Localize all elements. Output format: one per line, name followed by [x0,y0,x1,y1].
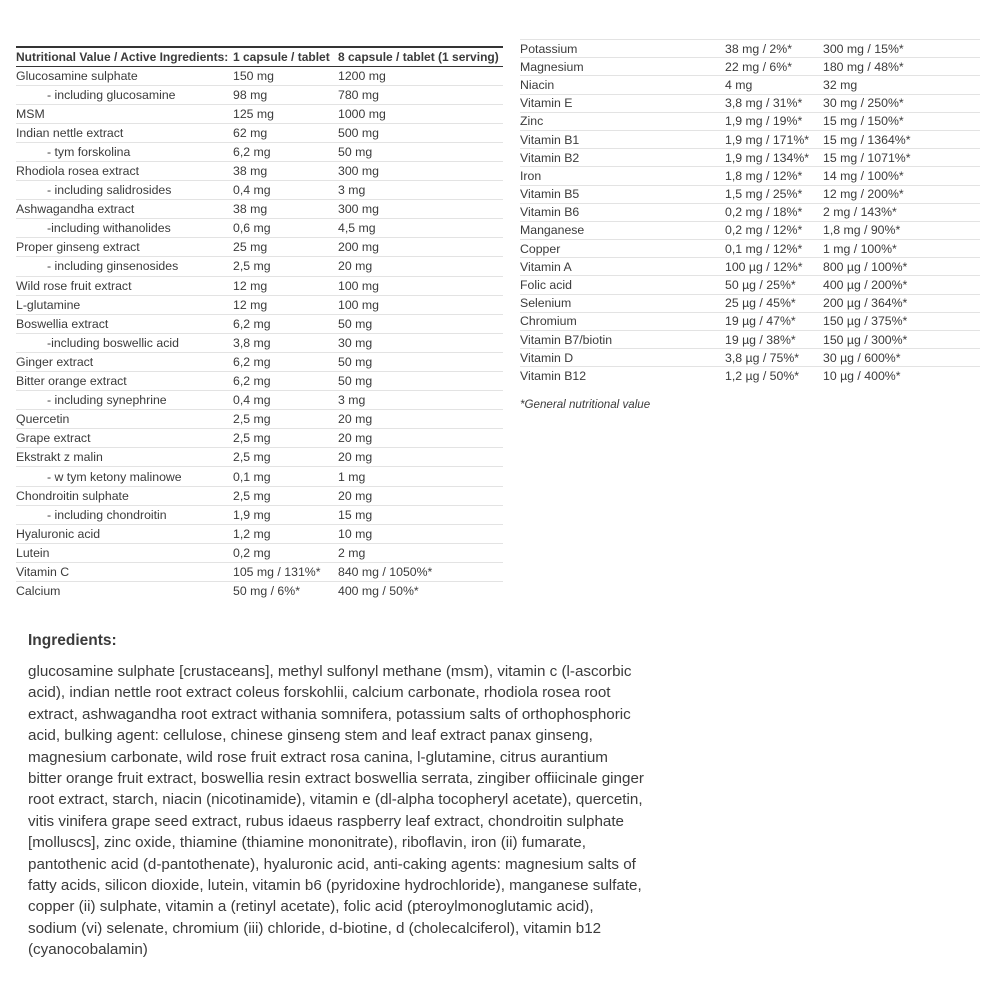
table-row [520,312,980,330]
value-8-capsule: 400 mg / 50%* [338,584,419,599]
value-8-capsule: 2 mg / 143%* [823,205,897,220]
table-row [16,352,503,371]
ingredients-title: Ingredients: [28,632,117,649]
column-header-ingredient: Nutritional Value / Active Ingredients: [16,49,229,64]
ingredient-label: Potassium [520,41,578,56]
table-row [520,221,980,239]
value-8-capsule: 300 mg [338,164,380,179]
value-1-capsule: 6,2 mg [233,354,271,369]
table-row [16,410,503,429]
value-1-capsule: 0,2 mg / 12%* [725,223,803,238]
value-1-capsule: 0,4 mg [233,183,271,198]
table-row [16,429,503,448]
table-row [520,240,980,258]
ingredient-label: Boswellia extract [16,316,109,331]
ingredient-label: Grape extract [16,431,91,446]
value-1-capsule: 105 mg / 131%* [233,564,321,579]
value-1-capsule: 38 mg [233,164,268,179]
value-1-capsule: 62 mg [233,125,268,140]
ingredient-label: Vitamin E [520,96,573,111]
value-8-capsule: 4,5 mg [338,221,376,236]
ingredient-label: Calcium [16,584,61,599]
value-1-capsule: 25 mg [233,240,268,255]
value-8-capsule: 20 mg [338,259,373,274]
value-8-capsule: 1,8 mg / 90%* [823,223,901,238]
ingredient-label: Glucosamine sulphate [16,68,138,83]
table-row [520,349,980,367]
value-8-capsule: 840 mg / 1050%* [338,564,433,579]
value-1-capsule: 1,2 mg [233,526,271,541]
micronutrients-table-body [520,40,980,386]
value-1-capsule: 2,5 mg [233,488,271,503]
value-1-capsule: 2,5 mg [233,259,271,274]
ingredient-label: Hyaluronic acid [16,526,101,541]
table-row [16,257,503,276]
ingredient-label: - tym forskolina [47,144,131,159]
ingredient-label: -including boswellic acid [47,335,179,350]
value-8-capsule: 200 mg [338,240,380,255]
value-8-capsule: 780 mg [338,87,380,102]
value-1-capsule: 0,4 mg [233,393,271,408]
table-row [520,94,980,112]
value-1-capsule: 2,5 mg [233,450,271,465]
value-8-capsule: 20 mg [338,412,373,427]
table-row [520,112,980,130]
value-1-capsule: 1,9 mg [233,507,271,522]
ingredient-label: Magnesium [520,59,584,74]
table-row [520,58,980,76]
column-header-1-capsule: 1 capsule / tablet [233,49,330,64]
value-8-capsule: 1200 mg [338,68,386,83]
value-8-capsule: 20 mg [338,431,373,446]
active-ingredients-table [16,46,503,601]
value-8-capsule: 150 µg / 300%* [823,332,908,347]
micronutrients-table [520,39,980,385]
value-1-capsule: 100 µg / 12%* [725,259,803,274]
ingredient-label: MSM [16,106,45,121]
value-8-capsule: 3 mg [338,183,366,198]
ingredient-label: Vitamin B7/biotin [520,332,613,347]
ingredient-label: -including withanolides [47,221,171,236]
table-row [520,130,980,148]
value-8-capsule: 12 mg / 200%* [823,187,904,202]
active-ingredients-table-header [16,47,503,66]
value-1-capsule: 0,6 mg [233,221,271,236]
ingredient-label: - including glucosamine [47,87,176,102]
value-8-capsule: 30 mg [338,335,373,350]
table-row [16,467,503,486]
table-row [16,142,503,161]
value-1-capsule: 50 mg / 6%* [233,584,300,599]
table-row [520,276,980,294]
table-row [16,448,503,467]
value-1-capsule: 0,2 mg / 18%* [725,205,803,220]
ingredient-label: Niacin [520,77,555,92]
general-nutritional-value-footnote: *General nutritional value [520,398,651,411]
ingredient-label: L-glutamine [16,297,81,312]
table-row [16,391,503,410]
value-8-capsule: 50 mg [338,354,373,369]
table-row [16,200,503,219]
value-1-capsule: 12 mg [233,297,268,312]
ingredient-label: Indian nettle extract [16,125,124,140]
value-8-capsule: 400 µg / 200%* [823,278,908,293]
table-row [16,66,503,85]
value-1-capsule: 3,8 mg / 31%* [725,96,803,111]
column-header-8-capsule: 8 capsule / tablet (1 serving) [338,49,499,64]
value-1-capsule: 6,2 mg [233,316,271,331]
ingredient-label: Proper ginseng extract [16,240,140,255]
table-row [520,40,980,58]
value-8-capsule: 30 µg / 600%* [823,350,901,365]
ingredient-label: Vitamin C [16,564,70,579]
table-row [16,524,503,543]
table-row [16,238,503,257]
value-8-capsule: 15 mg / 150%* [823,114,904,129]
table-row [520,167,980,185]
table-row [16,314,503,333]
value-1-capsule: 0,2 mg [233,545,271,560]
value-1-capsule: 0,1 mg [233,469,271,484]
ingredient-label: Copper [520,241,561,256]
value-1-capsule: 2,5 mg [233,431,271,446]
table-row [16,562,503,581]
value-8-capsule: 15 mg / 1364%* [823,132,911,147]
value-1-capsule: 1,5 mg / 25%* [725,187,803,202]
active-ingredients-table-body [16,66,503,601]
value-1-capsule: 2,5 mg [233,412,271,427]
value-1-capsule: 150 mg [233,68,275,83]
value-8-capsule: 15 mg [338,507,373,522]
value-8-capsule: 10 mg [338,526,373,541]
value-8-capsule: 15 mg / 1071%* [823,150,911,165]
value-8-capsule: 200 µg / 364%* [823,296,908,311]
table-row [520,76,980,94]
ingredient-label: Manganese [520,223,585,238]
value-8-capsule: 14 mg / 100%* [823,168,904,183]
ingredient-label: Wild rose fruit extract [16,278,132,293]
ingredient-label: - w tym ketony malinowe [47,469,182,484]
value-8-capsule: 3 mg [338,393,366,408]
table-row [16,123,503,142]
table-row [520,331,980,349]
value-1-capsule: 1,2 µg / 50%* [725,369,800,384]
ingredient-label: Lutein [16,545,50,560]
value-1-capsule: 6,2 mg [233,374,271,389]
value-8-capsule: 100 mg [338,297,380,312]
value-1-capsule: 22 mg / 6%* [725,59,792,74]
ingredient-label: Vitamin A [520,259,572,274]
value-1-capsule: 125 mg [233,106,275,121]
value-1-capsule: 19 µg / 38%* [725,332,796,347]
ingredient-label: Vitamin B12 [520,369,587,384]
value-1-capsule: 12 mg [233,278,268,293]
ingredient-label: Vitamin B5 [520,187,580,202]
table-row [16,219,503,238]
table-row [16,295,503,314]
value-8-capsule: 32 mg [823,77,858,92]
value-1-capsule: 1,9 mg / 171%* [725,132,810,147]
value-8-capsule: 300 mg [338,202,380,217]
ingredient-label: Vitamin D [520,350,574,365]
ingredient-label: - including ginsenosides [47,259,179,274]
ingredient-label: - including salidrosides [47,183,172,198]
table-row [16,505,503,524]
table-row [16,104,503,123]
value-8-capsule: 50 mg [338,144,373,159]
table-row [16,543,503,562]
table-row [16,85,503,104]
value-8-capsule: 800 µg / 100%* [823,259,908,274]
table-row [16,372,503,391]
value-8-capsule: 1000 mg [338,106,386,121]
table-row [16,161,503,180]
ingredient-label: Ekstrakt z malin [16,450,103,465]
ingredient-label: Vitamin B6 [520,205,580,220]
ingredient-label: Ashwagandha extract [16,202,135,217]
value-1-capsule: 38 mg [233,202,268,217]
value-1-capsule: 3,8 mg [233,335,271,350]
ingredient-label: Iron [520,168,542,183]
value-8-capsule: 180 mg / 48%* [823,59,904,74]
table-row [16,276,503,295]
value-1-capsule: 1,9 mg / 19%* [725,114,803,129]
value-8-capsule: 150 µg / 375%* [823,314,908,329]
value-8-capsule: 50 mg [338,374,373,389]
value-8-capsule: 1 mg / 100%* [823,241,897,256]
table-row [520,149,980,167]
value-1-capsule: 3,8 µg / 75%* [725,350,800,365]
value-8-capsule: 30 mg / 250%* [823,96,904,111]
value-1-capsule: 38 mg / 2%* [725,41,792,56]
ingredient-label: Bitter orange extract [16,374,127,389]
value-8-capsule: 2 mg [338,545,366,560]
value-8-capsule: 500 mg [338,125,380,140]
table-row [520,258,980,276]
value-1-capsule: 4 mg [725,77,753,92]
value-8-capsule: 20 mg [338,488,373,503]
ingredient-label: Ginger extract [16,354,94,369]
value-8-capsule: 100 mg [338,278,380,293]
ingredient-label: Zinc [520,114,544,129]
value-1-capsule: 0,1 mg / 12%* [725,241,803,256]
ingredient-label: Quercetin [16,412,70,427]
ingredient-label: - including chondroitin [47,507,167,522]
table-row [520,367,980,385]
ingredient-label: Selenium [520,296,572,311]
value-8-capsule: 1 mg [338,469,366,484]
ingredient-label: Chondroitin sulphate [16,488,129,503]
ingredient-label: Rhodiola rosea extract [16,164,140,179]
table-row [16,486,503,505]
table-row [16,582,503,601]
ingredient-label: - including synephrine [47,393,167,408]
value-8-capsule: 10 µg / 400%* [823,369,901,384]
ingredient-label: Vitamin B2 [520,150,580,165]
value-1-capsule: 6,2 mg [233,144,271,159]
ingredients-text: glucosamine sulphate [crustaceans], methyl sulfonyl methane (msm), vitamin c (l-ascorbic acid), indian nettle root extract coleus forskohlii, calcium carbonate, rhodiola rosea root extract, ashwagandha root extract withania somnifera, potassium salts of orthophosphoric acid, bulking agent: cellulose, chinese ginseng stem and leaf extract panax ginseng, magnesium carbonate, wild rose fruit extract rosa canina, l-glutamine, citrus aurantium bitter orange fruit extract, boswellia resin extract boswellia serrata, zingiber offiicinale ginger root extract, starch, niacin (nicotinamide), vitamin e (dl-alpha tocopheryl acetate), quercetin, vitis vinifera grape seed extract, rubus idaeus raspberry leaf extract, chondroitin sulphate [molluscs], zinc oxide, thiamine (thiamine mononitrate), riboflavin, iron (ii) fumarate, pantothenic acid (d-pantothenate), hyaluronic acid, anti-caking agents: magnesium salts of fatty acids, silicon dioxide, lutein, vitamin b6 (pyridoxine hydrochloride), manganese sulfate, copper (ii) sulphate, vitamin a (retinyl acetate), folic acid (pteroylmonoglutamic acid), sodium (vi) selenate, chromium (iii) chloride, d-biotine, d (cholecalciferol), vitamin b12 (cyanocobalamin) [28,663,644,959]
table-row [16,333,503,352]
value-1-capsule: 19 µg / 47%* [725,314,796,329]
ingredient-label: Folic acid [520,278,572,293]
value-1-capsule: 1,9 mg / 134%* [725,150,810,165]
table-row [16,181,503,200]
table-row [520,294,980,312]
value-8-capsule: 50 mg [338,316,373,331]
header-row [16,47,503,66]
value-1-capsule: 50 µg / 25%* [725,278,796,293]
ingredient-label: Vitamin B1 [520,132,580,147]
value-1-capsule: 25 µg / 45%* [725,296,796,311]
value-1-capsule: 1,8 mg / 12%* [725,168,803,183]
ingredient-label: Chromium [520,314,577,329]
table-row [520,185,980,203]
table-row [520,203,980,221]
value-1-capsule: 98 mg [233,87,268,102]
value-8-capsule: 20 mg [338,450,373,465]
value-8-capsule: 300 mg / 15%* [823,41,904,56]
